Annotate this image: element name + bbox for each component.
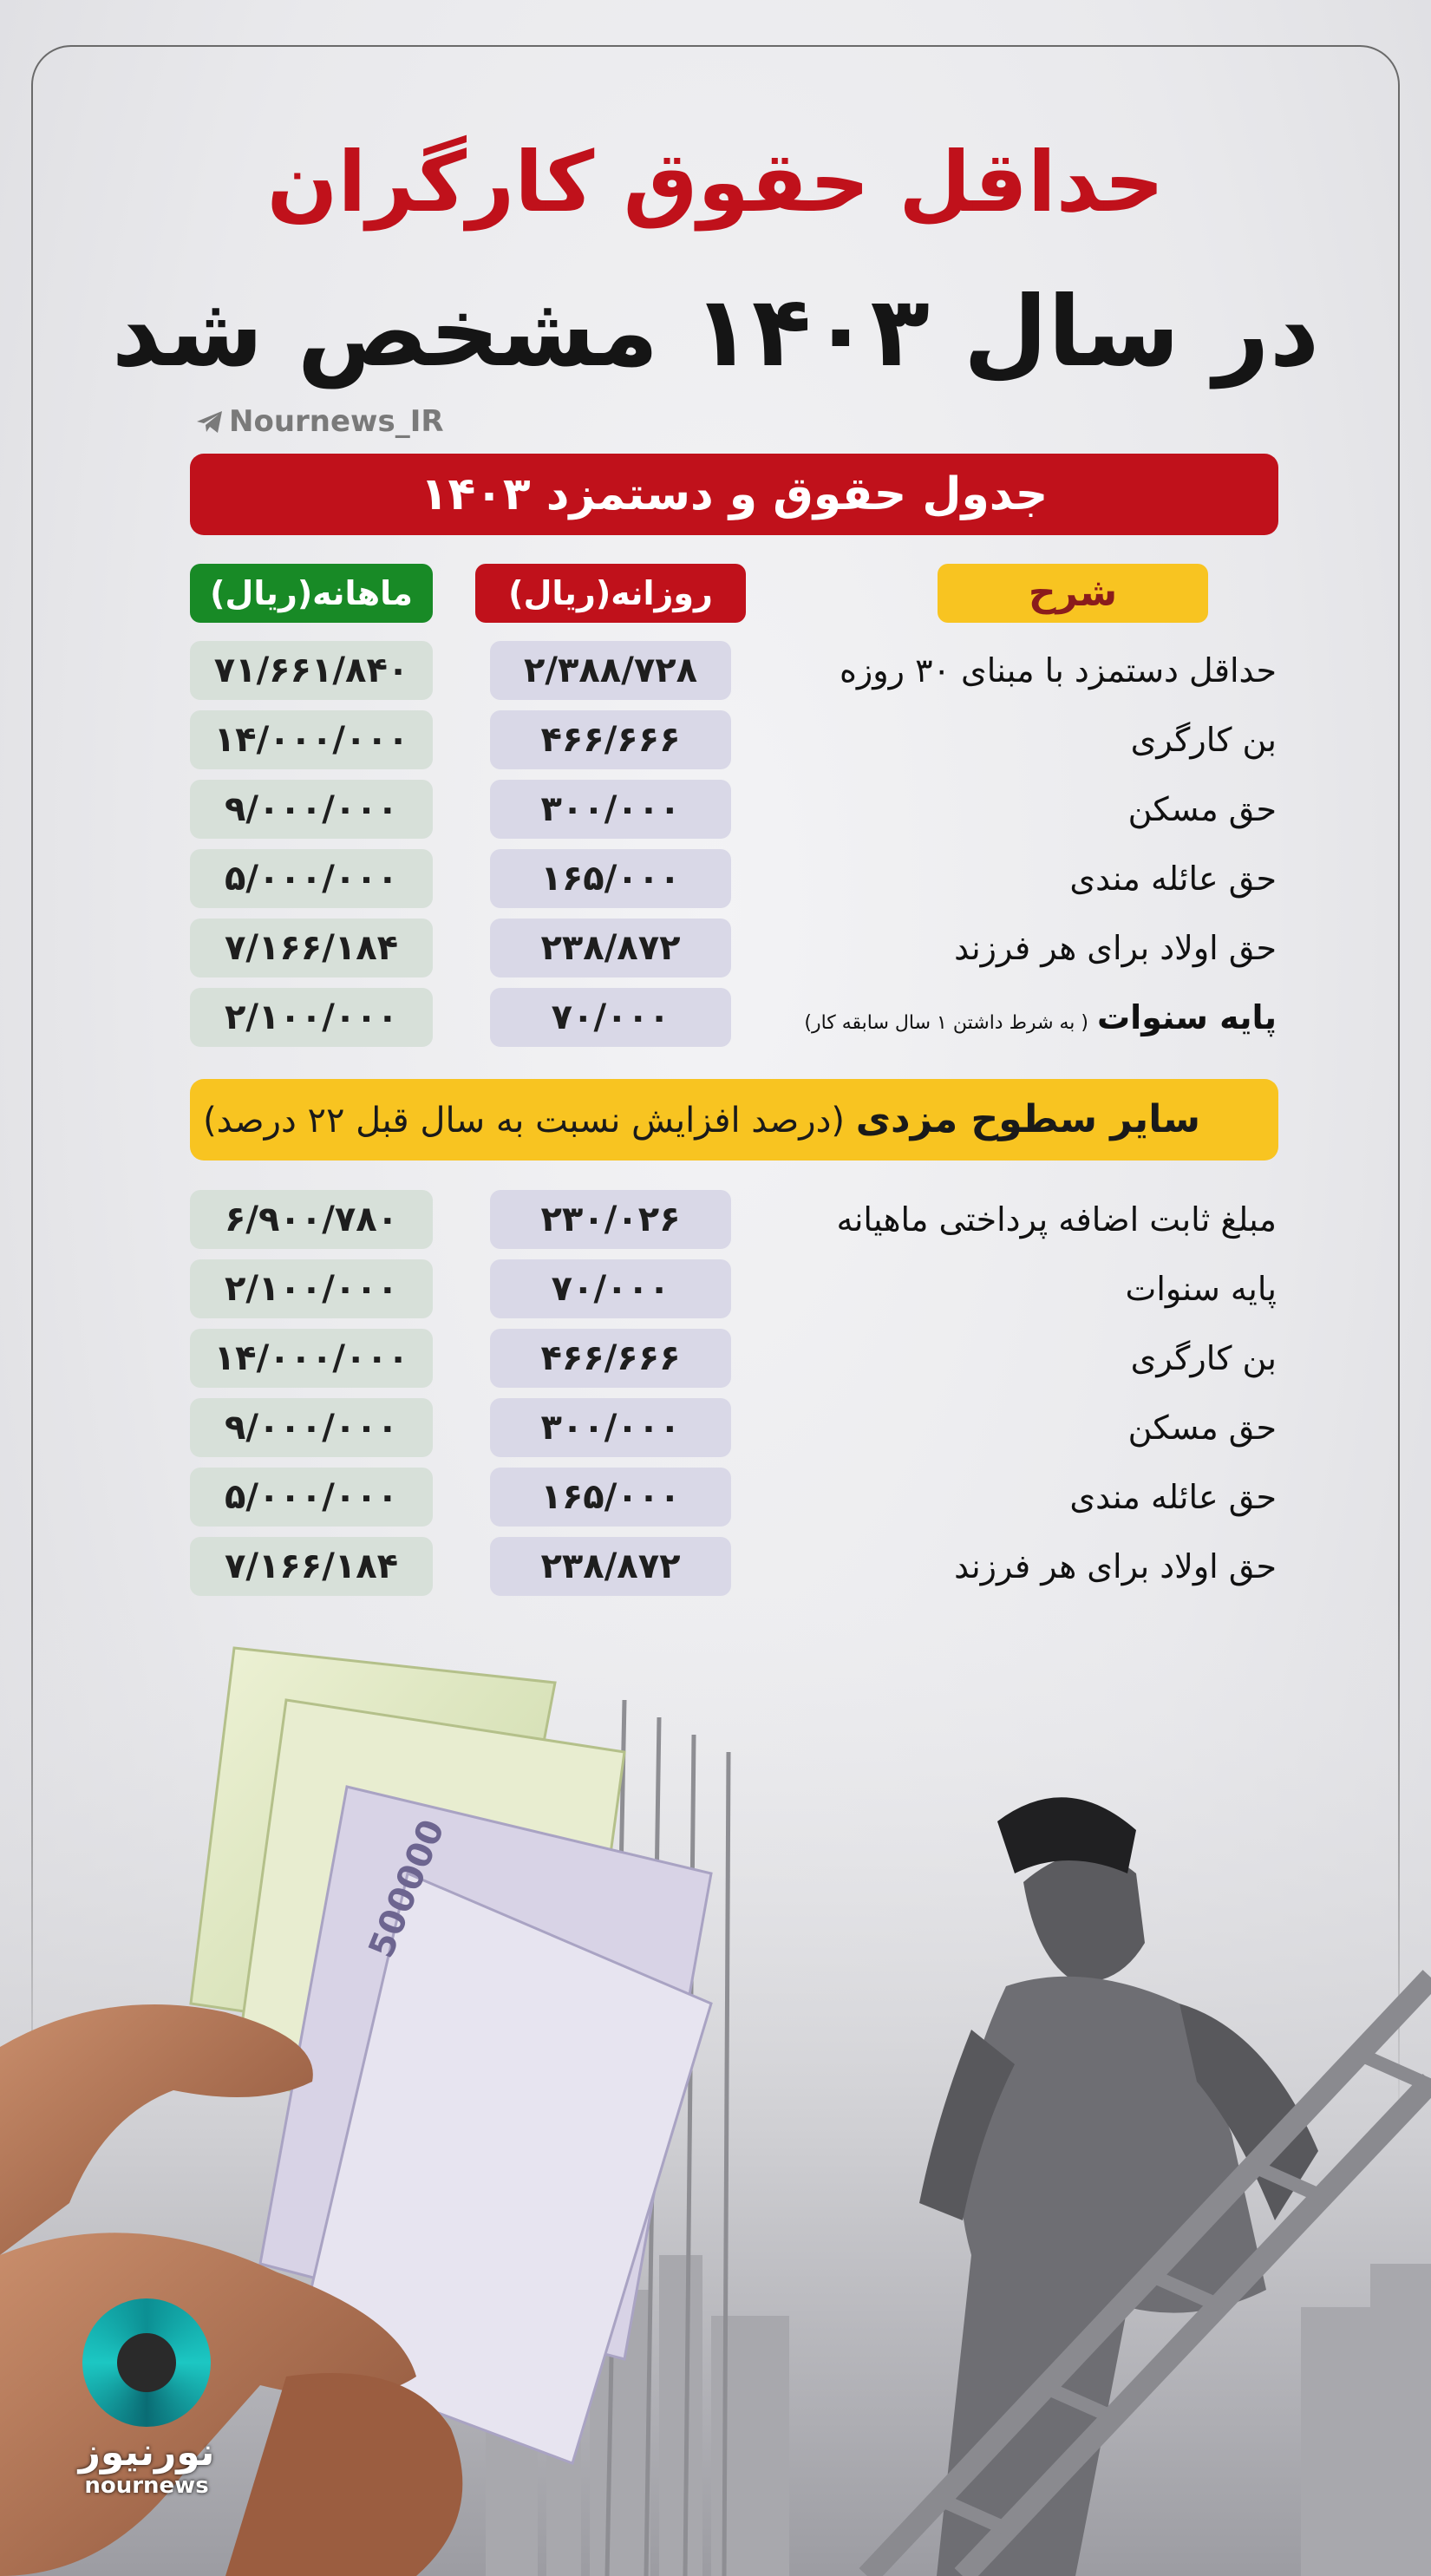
row-label: مبلغ ثابت اضافه پرداختی ماهیانه — [836, 1200, 1277, 1239]
daily-value: ۳۰۰/۰۰۰ — [490, 780, 731, 839]
table-row — [0, 1329, 1431, 1388]
table-banner: جدول حقوق و دستمزد ۱۴۰۳ — [190, 454, 1278, 535]
monthly-value: ۲/۱۰۰/۰۰۰ — [190, 988, 433, 1047]
daily-value: ۲۳۸/۸۷۲ — [490, 1537, 731, 1596]
monthly-value: ۹/۰۰۰/۰۰۰ — [190, 1398, 433, 1457]
nournews-logo — [73, 2298, 220, 2498]
daily-value: ۷۰/۰۰۰ — [490, 988, 731, 1047]
monthly-value: ۷۱/۶۶۱/۸۴۰ — [190, 641, 433, 700]
monthly-value: ۶/۹۰۰/۷۸۰ — [190, 1190, 433, 1249]
handle-text: Nournews_IR — [229, 404, 444, 439]
telegram-icon — [196, 410, 224, 435]
monthly-value: ۱۴/۰۰۰/۰۰۰ — [190, 1329, 433, 1388]
table-row — [0, 1398, 1431, 1457]
title-line-2: در سال ۱۴۰۳ مشخص شد — [111, 276, 1320, 389]
row-label: حداقل دستمزد با مبنای ۳۰ روزه — [840, 651, 1277, 690]
monthly-value: ۷/۱۶۶/۱۸۴ — [190, 1537, 433, 1596]
table-row — [0, 1190, 1431, 1249]
column-header-daily: روزانه(ریال) — [475, 564, 746, 623]
row-label: حق اولاد برای هر فرزند — [954, 1547, 1277, 1585]
daily-value: ۴۶۶/۶۶۶ — [490, 710, 731, 769]
daily-value: ۴۶۶/۶۶۶ — [490, 1329, 731, 1388]
logo-emblem — [82, 2298, 211, 2427]
monthly-value: ۷/۱۶۶/۱۸۴ — [190, 919, 433, 977]
daily-value: ۱۶۵/۰۰۰ — [490, 1468, 731, 1527]
daily-value: ۲۳۰/۰۲۶ — [490, 1190, 731, 1249]
row-label: حق مسکن — [1127, 790, 1277, 828]
row-label: حق عائله مندی — [1069, 860, 1277, 898]
column-header-description: شرح — [938, 564, 1208, 623]
social-handle — [196, 404, 444, 439]
daily-value: ۳۰۰/۰۰۰ — [490, 1398, 731, 1457]
daily-value: ۲۳۸/۸۷۲ — [490, 919, 731, 977]
table-row — [0, 1537, 1431, 1596]
table-row — [0, 780, 1431, 839]
row-label: حق اولاد برای هر فرزند — [954, 929, 1277, 967]
table-row — [0, 919, 1431, 977]
daily-value: ۱۶۵/۰۰۰ — [490, 849, 731, 908]
title-line-1: حداقل حقوق کارگران — [266, 134, 1165, 231]
table-row — [0, 710, 1431, 769]
row-label: پایه سنوات( به شرط داشتن ۱ سال سابقه کار) — [804, 998, 1277, 1036]
svg-text:500000: 500000 — [361, 1814, 453, 1964]
logo-text-fa: نورنیوز — [78, 2430, 215, 2475]
row-label: حق عائله مندی — [1069, 1478, 1277, 1516]
row-label: بن کارگری — [1130, 1339, 1277, 1377]
table-row — [0, 849, 1431, 908]
monthly-value: ۱۴/۰۰۰/۰۰۰ — [190, 710, 433, 769]
other-levels-title: سایر سطوح مزدی — [855, 1097, 1200, 1141]
row-label: بن کارگری — [1130, 721, 1277, 759]
daily-value: ۲/۳۸۸/۷۲۸ — [490, 641, 731, 700]
monthly-value: ۵/۰۰۰/۰۰۰ — [190, 849, 433, 908]
monthly-value: ۹/۰۰۰/۰۰۰ — [190, 780, 433, 839]
daily-value: ۷۰/۰۰۰ — [490, 1259, 731, 1318]
table-row — [0, 641, 1431, 700]
row-label: حق مسکن — [1127, 1409, 1277, 1447]
row-note: ( به شرط داشتن ۱ سال سابقه کار) — [804, 1012, 1088, 1034]
other-levels-banner — [190, 1079, 1278, 1161]
other-levels-subtitle: (درصد افزایش نسبت به سال قبل ۲۲ درصد) — [203, 1101, 845, 1141]
row-label: پایه سنوات — [1125, 1270, 1277, 1308]
table-row — [0, 1259, 1431, 1318]
monthly-value: ۲/۱۰۰/۰۰۰ — [190, 1259, 433, 1318]
column-header-monthly: ماهانه(ریال) — [190, 564, 433, 623]
logo-text-en: nournews — [84, 2473, 209, 2499]
table-row — [0, 988, 1431, 1047]
monthly-value: ۵/۰۰۰/۰۰۰ — [190, 1468, 433, 1527]
table-row — [0, 1468, 1431, 1527]
